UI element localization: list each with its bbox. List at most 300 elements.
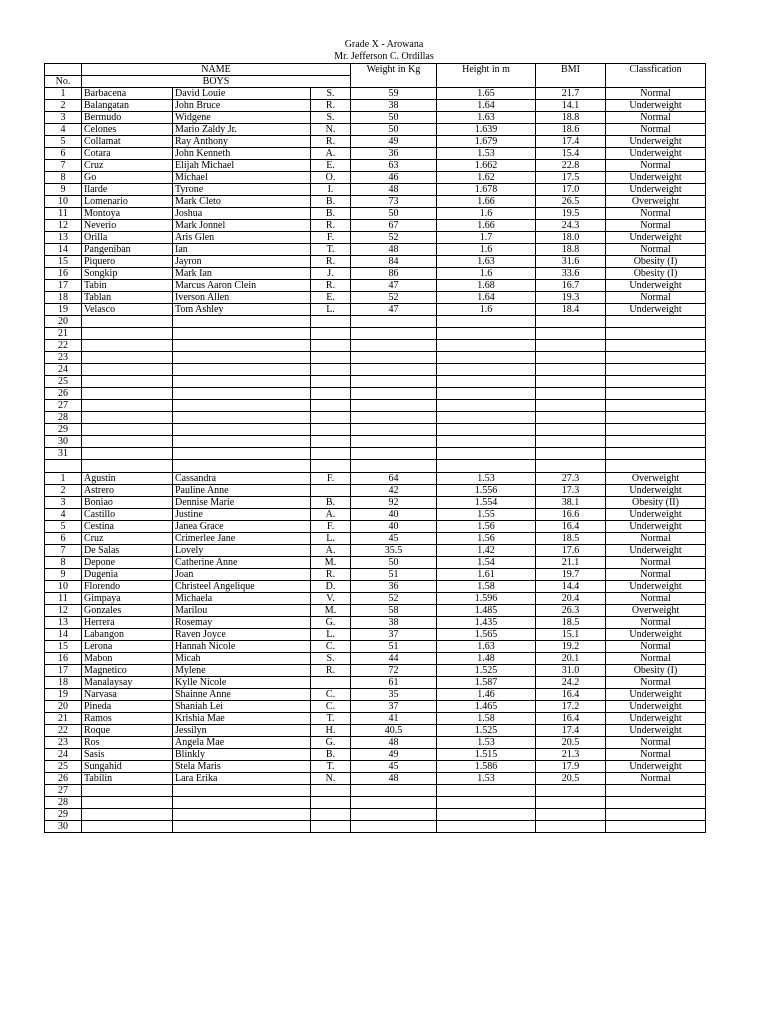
- classification-value: Obesity (I): [606, 665, 706, 677]
- first-name: Raven Joyce: [173, 629, 311, 641]
- first-name: Iverson Allen: [173, 292, 311, 304]
- classification-value: [606, 400, 706, 412]
- classification-value: [606, 340, 706, 352]
- bmi-value: 26.3: [536, 605, 606, 617]
- height-value: 1.58: [437, 713, 536, 725]
- middle-initial: F.: [311, 473, 351, 485]
- weight-value: 51: [351, 641, 437, 653]
- last-name: [82, 316, 173, 328]
- first-name: Shainne Anne: [173, 689, 311, 701]
- boy-row: [45, 280, 706, 292]
- row-number: 18: [45, 292, 82, 304]
- first-name: Krishia Mae: [173, 713, 311, 725]
- row-number: 11: [45, 593, 82, 605]
- last-name: [82, 412, 173, 424]
- first-name: Michaela: [173, 593, 311, 605]
- first-name: Justine: [173, 509, 311, 521]
- classification-value: Underweight: [606, 713, 706, 725]
- bmi-value: [536, 376, 606, 388]
- weight-value: 48: [351, 773, 437, 785]
- height-value: 1.63: [437, 641, 536, 653]
- middle-initial: F.: [311, 521, 351, 533]
- middle-initial: [311, 352, 351, 364]
- first-name: Cassandra: [173, 473, 311, 485]
- last-name: Neverio: [82, 220, 173, 232]
- last-name: Pangeniban: [82, 244, 173, 256]
- middle-initial: E.: [311, 292, 351, 304]
- last-name: [82, 364, 173, 376]
- classification-value: [606, 364, 706, 376]
- first-name: Catherine Anne: [173, 557, 311, 569]
- middle-initial: R.: [311, 100, 351, 112]
- middle-initial: N.: [311, 124, 351, 136]
- separator-cell: [606, 460, 706, 473]
- first-name: Mark Jonnel: [173, 220, 311, 232]
- last-name: [82, 424, 173, 436]
- row-number: 27: [45, 400, 82, 412]
- bmi-value: 16.4: [536, 713, 606, 725]
- first-name: David Louie: [173, 88, 311, 100]
- empty-boy-row: [45, 340, 706, 352]
- bmi-value: 21.3: [536, 749, 606, 761]
- weight-value: 47: [351, 280, 437, 292]
- first-name: Ray Anthony: [173, 136, 311, 148]
- first-name: Joan: [173, 569, 311, 581]
- row-number: 26: [45, 773, 82, 785]
- bmi-value: 24.3: [536, 220, 606, 232]
- empty-girl-row: [45, 785, 706, 797]
- first-name: John Bruce: [173, 100, 311, 112]
- bmi-value: 14.1: [536, 100, 606, 112]
- weight-value: 49: [351, 749, 437, 761]
- height-value: 1.554: [437, 497, 536, 509]
- bmi-value: [536, 785, 606, 797]
- middle-initial: [311, 412, 351, 424]
- row-number: 14: [45, 244, 82, 256]
- boy-row: [45, 100, 706, 112]
- bmi-value: [536, 424, 606, 436]
- row-number: 29: [45, 809, 82, 821]
- row-number: 27: [45, 785, 82, 797]
- girl-row: [45, 689, 706, 701]
- weight-value: 58: [351, 605, 437, 617]
- row-number: 22: [45, 725, 82, 737]
- first-name: Mark Ian: [173, 268, 311, 280]
- empty-boy-row: [45, 328, 706, 340]
- classification-value: Overweight: [606, 473, 706, 485]
- first-name: Rosemay: [173, 617, 311, 629]
- middle-initial: [311, 400, 351, 412]
- last-name: [82, 809, 173, 821]
- height-value: 1.596: [437, 593, 536, 605]
- first-name: [173, 821, 311, 833]
- last-name: [82, 388, 173, 400]
- weight-value: 40.5: [351, 725, 437, 737]
- bmi-value: 17.6: [536, 545, 606, 557]
- row-number: 12: [45, 605, 82, 617]
- girl-row: [45, 617, 706, 629]
- weight-value: [351, 364, 437, 376]
- middle-initial: G.: [311, 737, 351, 749]
- classification-value: Normal: [606, 88, 706, 100]
- classification-value: Underweight: [606, 232, 706, 244]
- classification-value: Normal: [606, 641, 706, 653]
- classification-value: Underweight: [606, 136, 706, 148]
- height-value: 1.53: [437, 773, 536, 785]
- last-name: Narvasa: [82, 689, 173, 701]
- last-name: Velasco: [82, 304, 173, 316]
- row-number: 1: [45, 88, 82, 100]
- girl-row: [45, 557, 706, 569]
- bmi-value: 31.0: [536, 665, 606, 677]
- first-name: [173, 809, 311, 821]
- bmi-value: 17.3: [536, 485, 606, 497]
- weight-value: 42: [351, 485, 437, 497]
- bmi-value: [536, 328, 606, 340]
- middle-initial: [311, 340, 351, 352]
- bmi-table: [44, 63, 706, 833]
- empty-boy-row: [45, 376, 706, 388]
- first-name: Lara Erika: [173, 773, 311, 785]
- bmi-value: 18.8: [536, 112, 606, 124]
- first-name: [173, 436, 311, 448]
- weight-value: [351, 388, 437, 400]
- weight-value: 48: [351, 737, 437, 749]
- boy-row: [45, 244, 706, 256]
- row-number: 20: [45, 701, 82, 713]
- middle-initial: E.: [311, 160, 351, 172]
- row-number: 12: [45, 220, 82, 232]
- first-name: [173, 400, 311, 412]
- first-name: Kylle Nicole: [173, 677, 311, 689]
- girl-row: [45, 605, 706, 617]
- first-name: Michael: [173, 172, 311, 184]
- middle-initial: [311, 809, 351, 821]
- empty-boy-row: [45, 424, 706, 436]
- last-name: Manalaysay: [82, 677, 173, 689]
- height-value: [437, 424, 536, 436]
- classification-value: [606, 412, 706, 424]
- height-value: 1.678: [437, 184, 536, 196]
- row-number: 1: [45, 473, 82, 485]
- height-value: [437, 376, 536, 388]
- height-value: [437, 328, 536, 340]
- weight-value: 67: [351, 220, 437, 232]
- row-number: 19: [45, 304, 82, 316]
- classification-value: [606, 424, 706, 436]
- first-name: Joshua: [173, 208, 311, 220]
- first-name: [173, 376, 311, 388]
- classification-value: Normal: [606, 533, 706, 545]
- header-weight: Weight in Kg: [351, 64, 437, 88]
- bmi-value: 21.7: [536, 88, 606, 100]
- middle-initial: A.: [311, 509, 351, 521]
- girl-row: [45, 761, 706, 773]
- first-name: Dennise Marie: [173, 497, 311, 509]
- header-height: Height in m: [437, 64, 536, 88]
- middle-initial: M.: [311, 557, 351, 569]
- bmi-value: 19.3: [536, 292, 606, 304]
- empty-girl-row: [45, 821, 706, 833]
- weight-value: 73: [351, 196, 437, 208]
- classification-value: Underweight: [606, 689, 706, 701]
- girl-row: [45, 665, 706, 677]
- last-name: De Salas: [82, 545, 173, 557]
- height-value: [437, 821, 536, 833]
- last-name: Orilla: [82, 232, 173, 244]
- classification-value: Normal: [606, 773, 706, 785]
- last-name: Boniao: [82, 497, 173, 509]
- weight-value: 38: [351, 617, 437, 629]
- bmi-value: [536, 809, 606, 821]
- first-name: Shaniah Lei: [173, 701, 311, 713]
- classification-value: Underweight: [606, 172, 706, 184]
- bmi-value: [536, 436, 606, 448]
- classification-value: [606, 448, 706, 460]
- bmi-value: 21.1: [536, 557, 606, 569]
- height-value: 1.64: [437, 292, 536, 304]
- row-number: 19: [45, 689, 82, 701]
- weight-value: [351, 797, 437, 809]
- girl-row: [45, 653, 706, 665]
- classification-value: Normal: [606, 617, 706, 629]
- separator-cell: [351, 460, 437, 473]
- boy-row: [45, 208, 706, 220]
- last-name: Cotara: [82, 148, 173, 160]
- row-number: 17: [45, 280, 82, 292]
- header-bmi: BMI: [536, 64, 606, 88]
- classification-value: Overweight: [606, 605, 706, 617]
- last-name: [82, 797, 173, 809]
- last-name: Cruz: [82, 533, 173, 545]
- weight-value: 45: [351, 761, 437, 773]
- weight-value: [351, 448, 437, 460]
- row-number: 18: [45, 677, 82, 689]
- classification-value: Normal: [606, 557, 706, 569]
- height-value: 1.65: [437, 88, 536, 100]
- girl-row: [45, 749, 706, 761]
- weight-value: [351, 376, 437, 388]
- bmi-value: [536, 797, 606, 809]
- first-name: Marilou: [173, 605, 311, 617]
- last-name: [82, 376, 173, 388]
- row-number: 28: [45, 412, 82, 424]
- classification-value: Underweight: [606, 184, 706, 196]
- last-name: Ilarde: [82, 184, 173, 196]
- first-name: Elijah Michael: [173, 160, 311, 172]
- height-value: 1.68: [437, 280, 536, 292]
- height-value: [437, 340, 536, 352]
- weight-value: 35.5: [351, 545, 437, 557]
- middle-initial: J.: [311, 268, 351, 280]
- last-name: Celones: [82, 124, 173, 136]
- middle-initial: R.: [311, 569, 351, 581]
- empty-girl-row: [45, 809, 706, 821]
- classification-value: Underweight: [606, 485, 706, 497]
- middle-initial: [311, 364, 351, 376]
- first-name: Lovely: [173, 545, 311, 557]
- height-value: 1.56: [437, 521, 536, 533]
- classification-value: Overweight: [606, 196, 706, 208]
- height-value: 1.639: [437, 124, 536, 136]
- middle-initial: [311, 785, 351, 797]
- weight-value: [351, 340, 437, 352]
- last-name: [82, 400, 173, 412]
- height-value: 1.53: [437, 148, 536, 160]
- last-name: Tablan: [82, 292, 173, 304]
- empty-boy-row: [45, 352, 706, 364]
- height-value: 1.565: [437, 629, 536, 641]
- girl-row: [45, 701, 706, 713]
- bmi-value: 19.5: [536, 208, 606, 220]
- height-value: 1.53: [437, 737, 536, 749]
- header-boys: BOYS: [82, 76, 351, 88]
- height-value: 1.515: [437, 749, 536, 761]
- last-name: [82, 340, 173, 352]
- classification-value: Normal: [606, 208, 706, 220]
- row-number: 23: [45, 737, 82, 749]
- classification-value: Normal: [606, 112, 706, 124]
- separator-cell: [437, 460, 536, 473]
- bmi-value: 20.1: [536, 653, 606, 665]
- weight-value: 36: [351, 581, 437, 593]
- bmi-value: 18.0: [536, 232, 606, 244]
- classification-value: Underweight: [606, 521, 706, 533]
- height-value: [437, 809, 536, 821]
- last-name: Depone: [82, 557, 173, 569]
- row-number: 7: [45, 545, 82, 557]
- middle-initial: S.: [311, 88, 351, 100]
- height-value: [437, 352, 536, 364]
- header-classification: Classfication: [606, 64, 706, 88]
- row-number: 14: [45, 629, 82, 641]
- middle-initial: V.: [311, 593, 351, 605]
- row-number: 21: [45, 328, 82, 340]
- row-number: 31: [45, 448, 82, 460]
- classification-value: [606, 316, 706, 328]
- bmi-value: 18.4: [536, 304, 606, 316]
- classification-value: Normal: [606, 244, 706, 256]
- girl-row: [45, 581, 706, 593]
- classification-value: Underweight: [606, 629, 706, 641]
- weight-value: 40: [351, 509, 437, 521]
- last-name: Ros: [82, 737, 173, 749]
- boy-row: [45, 292, 706, 304]
- weight-value: 52: [351, 232, 437, 244]
- first-name: Tom Ashley: [173, 304, 311, 316]
- middle-initial: T.: [311, 761, 351, 773]
- weight-value: 50: [351, 112, 437, 124]
- separator-cell: [311, 460, 351, 473]
- last-name: Agustin: [82, 473, 173, 485]
- classification-value: Underweight: [606, 148, 706, 160]
- middle-initial: [311, 797, 351, 809]
- middle-initial: A.: [311, 545, 351, 557]
- bmi-value: 17.4: [536, 136, 606, 148]
- last-name: [82, 821, 173, 833]
- classification-value: Normal: [606, 220, 706, 232]
- height-value: 1.587: [437, 677, 536, 689]
- weight-value: 63: [351, 160, 437, 172]
- middle-initial: B.: [311, 749, 351, 761]
- weight-value: 45: [351, 533, 437, 545]
- row-number: 28: [45, 797, 82, 809]
- classification-value: Obesity (I): [606, 268, 706, 280]
- last-name: Sasis: [82, 749, 173, 761]
- girl-row: [45, 497, 706, 509]
- last-name: [82, 436, 173, 448]
- girl-row: [45, 521, 706, 533]
- girl-row: [45, 509, 706, 521]
- bmi-value: 33.6: [536, 268, 606, 280]
- girl-row: [45, 641, 706, 653]
- row-number: 30: [45, 821, 82, 833]
- middle-initial: L.: [311, 304, 351, 316]
- boy-row: [45, 256, 706, 268]
- weight-value: [351, 436, 437, 448]
- bmi-value: 16.4: [536, 689, 606, 701]
- middle-initial: R.: [311, 220, 351, 232]
- weight-value: [351, 821, 437, 833]
- first-name: Mario Zaldy Jr.: [173, 124, 311, 136]
- first-name: [173, 388, 311, 400]
- boy-row: [45, 196, 706, 208]
- classification-value: [606, 436, 706, 448]
- girl-row: [45, 725, 706, 737]
- classification-value: Underweight: [606, 509, 706, 521]
- first-name: [173, 364, 311, 376]
- middle-initial: T.: [311, 713, 351, 725]
- row-number: 17: [45, 665, 82, 677]
- last-name: Magnetico: [82, 665, 173, 677]
- classification-value: [606, 809, 706, 821]
- height-value: 1.48: [437, 653, 536, 665]
- height-value: 1.56: [437, 533, 536, 545]
- height-value: 1.6: [437, 244, 536, 256]
- empty-boy-row: [45, 316, 706, 328]
- bmi-value: [536, 448, 606, 460]
- bmi-value: [536, 412, 606, 424]
- classification-value: Underweight: [606, 280, 706, 292]
- middle-initial: [311, 316, 351, 328]
- middle-initial: C.: [311, 689, 351, 701]
- empty-boy-row: [45, 388, 706, 400]
- classification-value: Normal: [606, 569, 706, 581]
- row-number: 15: [45, 641, 82, 653]
- boy-row: [45, 148, 706, 160]
- bmi-value: 18.6: [536, 124, 606, 136]
- last-name: Labangon: [82, 629, 173, 641]
- weight-value: 50: [351, 557, 437, 569]
- last-name: Cestina: [82, 521, 173, 533]
- separator-cell: [82, 460, 173, 473]
- row-number: 25: [45, 376, 82, 388]
- first-name: [173, 797, 311, 809]
- weight-value: 61: [351, 677, 437, 689]
- last-name: [82, 448, 173, 460]
- classification-value: Normal: [606, 124, 706, 136]
- first-name: Blinkly: [173, 749, 311, 761]
- first-name: Jayron: [173, 256, 311, 268]
- empty-boy-row: [45, 448, 706, 460]
- bmi-value: 27.3: [536, 473, 606, 485]
- first-name: [173, 424, 311, 436]
- row-number: 13: [45, 232, 82, 244]
- first-name: [173, 448, 311, 460]
- first-name: Pauline Anne: [173, 485, 311, 497]
- row-number: 9: [45, 184, 82, 196]
- middle-initial: C.: [311, 701, 351, 713]
